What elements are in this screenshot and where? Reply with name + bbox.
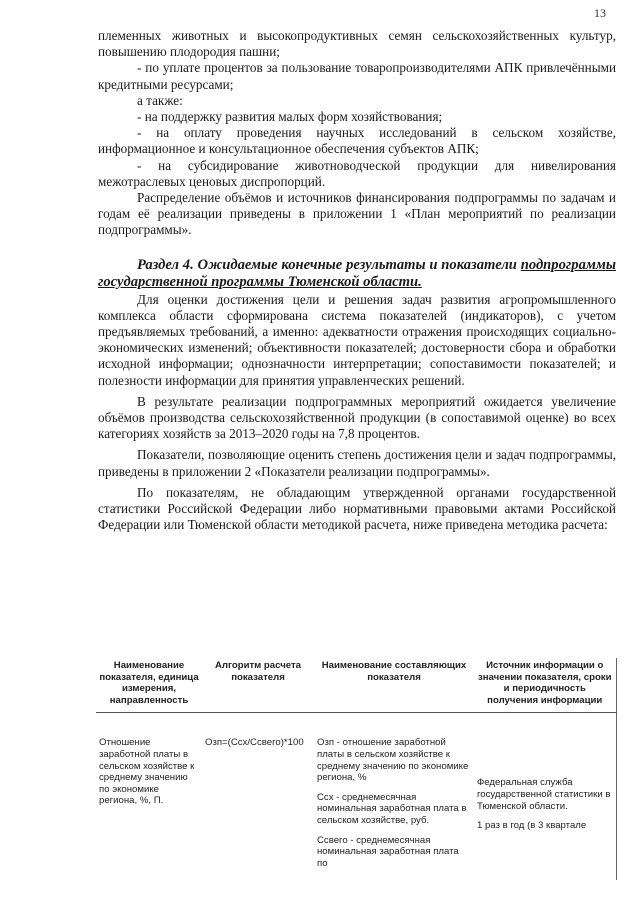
source-text: 1 раз в год (в 3 квартале: [477, 820, 587, 832]
paragraph: - на поддержку развития малых форм хозяйствования;: [137, 109, 443, 125]
paragraph: - на оплату проведения научных исследований в сельском хозяйстве, информационное и консультационное обеспечения субъектов АПК;: [98, 125, 616, 157]
document-body: [98, 28, 616, 533]
section-heading-part: подпрограммы государственной программы Тюменской области.: [98, 256, 616, 291]
paragraph: - на субсидирование животноводческой продукции для нивелирования межотраслевых ценовых диспропорций.: [98, 157, 616, 189]
indicator-name-cell: Отношение заработной платы в сельском хозяйстве к среднему значению по экономике региона, %, П.: [99, 737, 195, 807]
paragraph: - по уплате процентов за пользование товаропроизводителями АПК привлечёнными кредитными ресурсами;: [98, 60, 616, 92]
component-text: Озп - отношение заработной платы в сельском хозяйстве к среднему значению по экономике региона, %: [317, 737, 469, 784]
paragraph: племенных животных и высокопродуктивных семян сельскохозяйственных культур, повышению плодородия пашни;: [98, 28, 616, 60]
formula-cell: Озп=(Ссх/Ссвего)*100: [205, 737, 304, 749]
components-cell: [314, 713, 474, 880]
paragraph: По показателям, не обладающим утвержденной органами государственной статистики Российской Федерации либо нормативными правовыми актами Российской Федерации или Тюменской области методикой расчета, ниже приведена методика расчета:: [98, 484, 616, 533]
methodology-table: [96, 658, 617, 880]
column-header: Наименование составляющих показателя: [314, 658, 474, 713]
paragraph: В результате реализации подпрограммных мероприятий ожидается увеличение объёмов производства сельскохозяйственной продукции (в сопоставимой оценке) во всех категориях хозяйств за 2013–2020 годы на 7,8 процентов.: [98, 393, 616, 442]
paragraph: Показатели, позволяющие оценить степень достижения цели и задач подпрограммы, приведены в приложении 2 «Показатели реализации подпрограммы».: [98, 447, 616, 479]
component-text: Ссвего - среднемесячная номинальная заработная плата по: [317, 834, 459, 869]
section-heading: [98, 257, 616, 292]
paragraph: Распределение объёмов и источников финансирования подпрограммы по задачам и годам её реализации приведены в приложении 1 «План мероприятий по реализации подпрограммы».: [98, 190, 616, 238]
component-text: Ссх - среднемесячная номинальная заработная плата в сельском хозяйстве, руб.: [317, 791, 467, 826]
column-header: Наименование показателя, единица измерения, направленность: [96, 658, 202, 713]
table-header-row: [96, 658, 616, 713]
paragraph: а также:: [137, 92, 183, 108]
source-text: Федеральная служба государственной статистики в Тюменской области.: [477, 777, 611, 812]
column-header: Источник информации о значении показателя, сроки и периодичность получения информации: [474, 658, 616, 713]
paragraph: Для оценки достижения цели и решения задач развития агропромышленного комплекса области сформирована система показателей (индикаторов), с учетом предъявляемых требований, а именно: адекватности отражения происходящих социально-экономических изменений; объективности показателей; достоверности сбора и обработки исходной информации; однозначности интерпретации; сопоставимости показателей; и полезности информации для принятия управленческих решений.: [98, 291, 616, 388]
source-cell: [474, 713, 616, 880]
page-number: 13: [594, 6, 606, 20]
table-row: [96, 713, 616, 880]
column-header: Алгоритм расчета показателя: [202, 658, 314, 713]
section-heading-part: Раздел 4. Ожидаемые конечные результаты и показатели: [137, 256, 521, 273]
